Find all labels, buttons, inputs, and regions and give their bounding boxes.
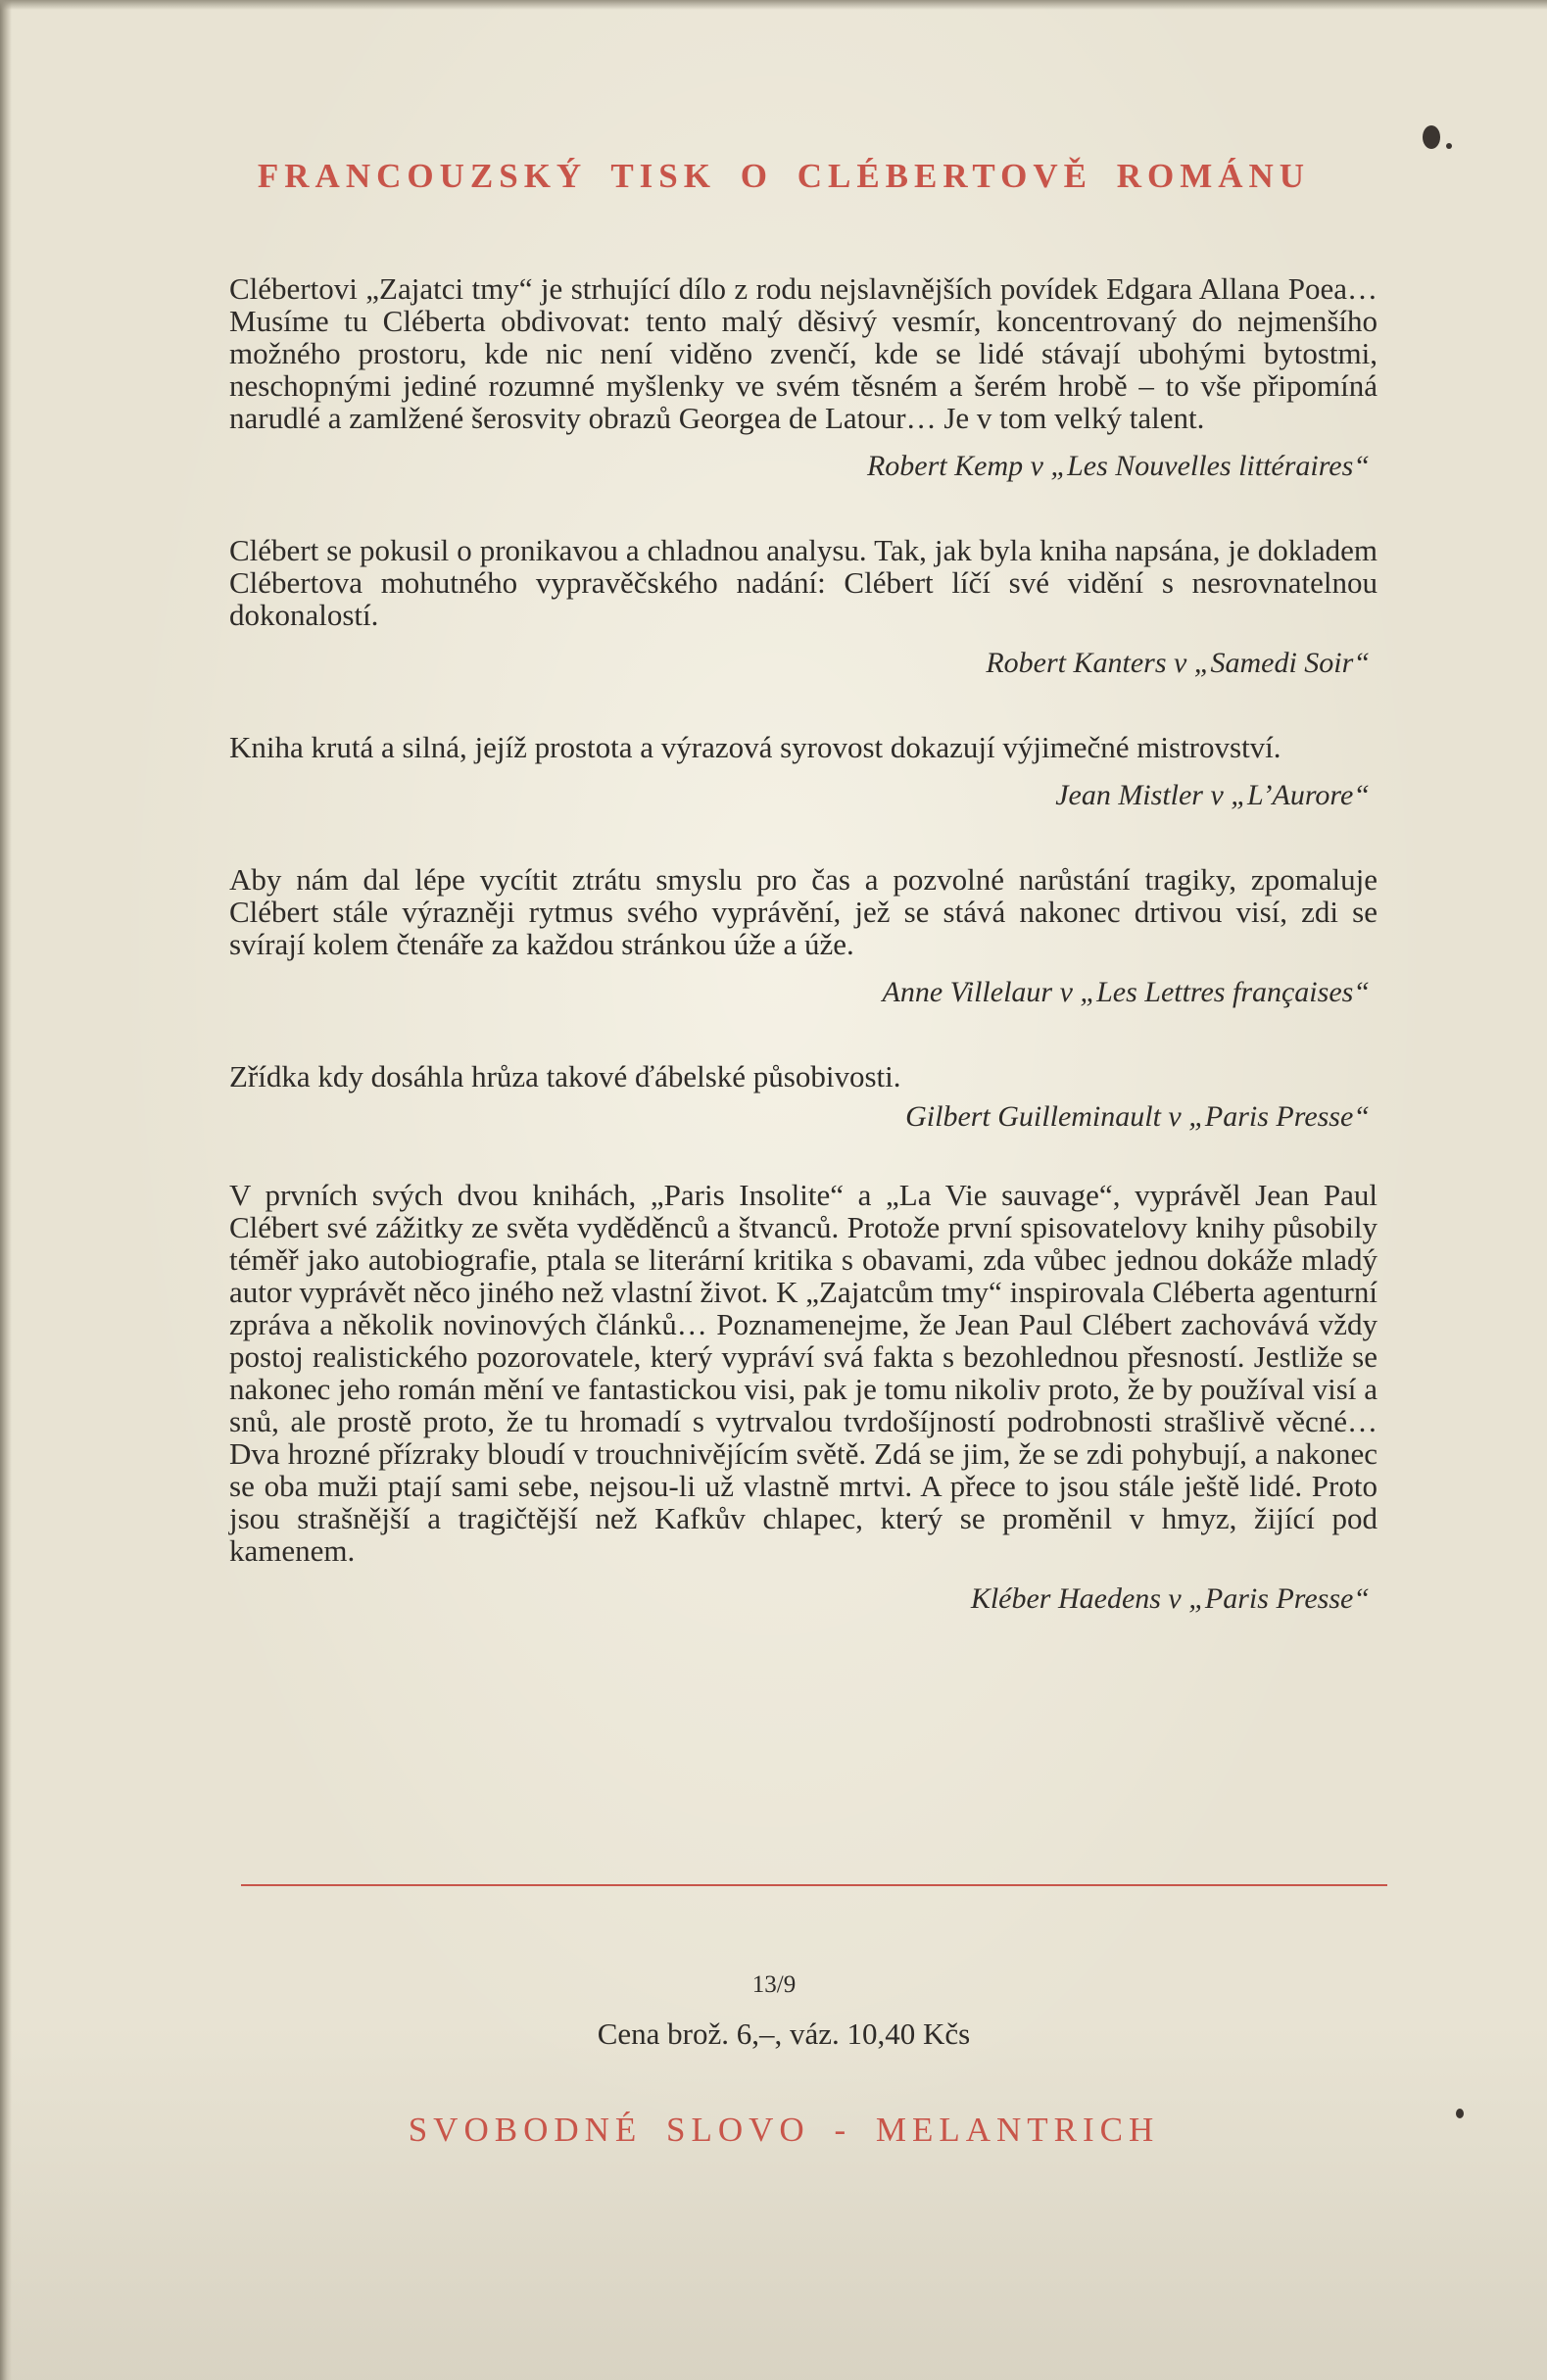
review-text: V prvních svých dvou knihách, „Paris Insolite“ a „La Vie sauvage“, vyprávěl Jean Paul Clébert své zážitky ze světa vyděděnců a štvanců. Protože první spisovatelovy knihy působily téměř jako autobiografie, ptala se literární kritika s obavami, zda vůbec jednou dokáže mladý autor vyprávět něco jiného než vlastní život. K „Zajatcům tmy“ inspirovala Cléberta agenturní zpráva a několik novinových článků… Poznamenejme, že Jean Paul Clébert zachovává vždy postoj realistického pozorovatele, který vypráví svá fakta s bezohlednou přesností. Jestliže se nakonec jeho román mění ve fantastickou visi, pak je tomu nikoliv proto, že by používal visí a snů, ale prostě proto, že tu hromadí s vytrvalou tvrdošíjností podrobnosti strašlivě věcné… Dva hrozné přízraky bloudí v trouchnivějícím světě. Zdá se jim, že se zdi pohybují, a nakonec se oba muži ptají sami sebe, nejsou-li už vlastně mrtvi. A přece to jsou stále ještě lidé. Proto jsou strašnější a tragičtější než Kafkův chlapec, který se proměnil v hmyz, žijící pod kamenem. — [229, 1178, 1378, 1568]
review-attribution: Robert Kanters v „Samedi Soir“ — [986, 647, 1370, 679]
review-attribution: Jean Mistler v „L’Aurore“ — [1055, 779, 1370, 811]
review — [229, 1060, 1378, 1134]
cover-heading: FRANCOUZSKÝ TISK O CLÉBERTOVĚ ROMÁNU — [257, 157, 1311, 195]
review — [229, 272, 1378, 483]
cover-left-edge — [0, 0, 12, 2380]
review — [229, 863, 1378, 1009]
divider-rule — [241, 1884, 1387, 1886]
review-text: Kniha krutá a silná, jejíž prostota a výrazová syrovost dokazují výjimečné mistrovství. — [229, 730, 1281, 764]
review-text: Clébert se pokusil o pronikavou a chladnou analysu. Tak, jak byla kniha napsána, je dokladem Clébertova mohutného vypravěčského nadání: Clébert líčí své vidění s nesrovnatelnou dokonalostí. — [229, 533, 1378, 632]
review-text: Aby nám dal lépe vycítit ztrátu smyslu pro čas a pozvolné narůstání tragiky, zpomaluje Clébert stále výrazněji rytmus svého vyprávění, jež se stává nakonec drtivou visí, zdi se svírají kolem čtenáře za každou stránkou úže a úže. — [229, 862, 1378, 961]
ink-spot — [1456, 2109, 1464, 2118]
review — [229, 534, 1378, 680]
review — [229, 1179, 1378, 1616]
review-attribution: Gilbert Guilleminault v „Paris Presse“ — [905, 1100, 1370, 1133]
catalog-code: 13/9 — [751, 1971, 797, 1998]
review-attribution: Kléber Haedens v „Paris Presse“ — [970, 1582, 1370, 1615]
ink-spot — [1446, 143, 1452, 149]
cover-top-edge — [0, 0, 1547, 10]
ink-spot — [1423, 125, 1440, 149]
review-text: Clébertovi „Zajatci tmy“ je strhující dílo z rodu nejslavnějších povídek Edgara Allana Poea… Musíme tu Cléberta obdivovat: tento malý děsivý vesmír, koncentrovaný do nejmenšího možného prostoru, kde nic není viděno zvenčí, kde se lidé stávají ubohými bytostmi, neschopnými jediné rozumné myšlenky ve svém těsném a šerém hrobě – to vše připomíná narudlé a zamlžené šerosvity obrazů Georgea de Latour… Je v tom velký talent. — [229, 271, 1378, 435]
review-text: Zřídka kdy dosáhla hrůza takové ďábelské působivosti. — [229, 1059, 901, 1093]
price-line: Cena brož. 6,–, váz. 10,40 Kčs — [597, 2016, 971, 2051]
review — [229, 731, 1378, 812]
review-attribution: Anne Villelaur v „Les Lettres françaises“ — [882, 976, 1370, 1008]
review-attribution: Robert Kemp v „Les Nouvelles littéraires“ — [866, 450, 1370, 482]
publisher-name: SVOBODNÉ SLOVO - MELANTRICH — [408, 2111, 1160, 2149]
reviews-list — [229, 272, 1378, 1667]
